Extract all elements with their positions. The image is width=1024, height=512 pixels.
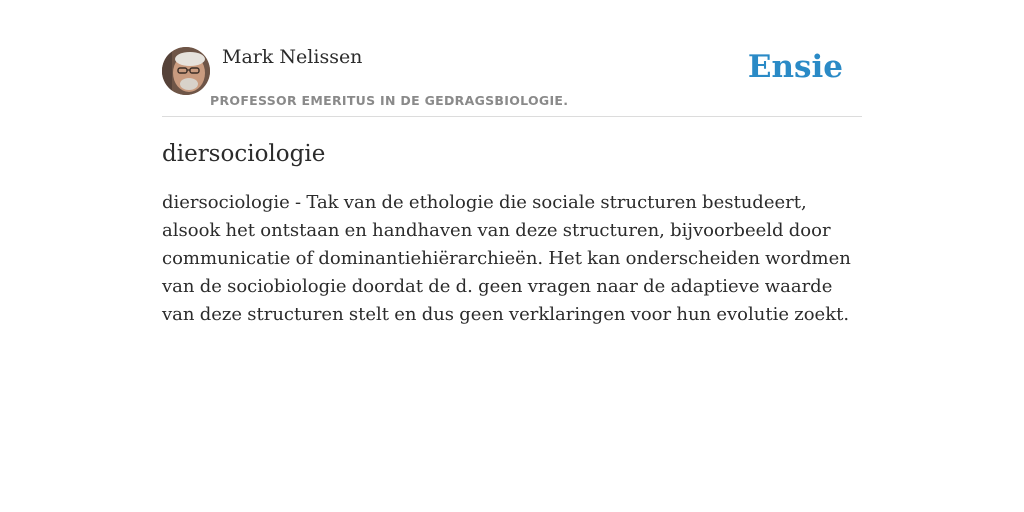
term-title: diersociologie — [162, 141, 326, 167]
author-title: PROFESSOR EMERITUS IN DE GEDRAGSBIOLOGIE. — [210, 93, 569, 108]
author-name[interactable]: Mark Nelissen — [222, 46, 363, 68]
term-definition: diersociologie - Tak van de ethologie die sociale structuren bestudeert, alsook het ontstaan en handhaven van deze structuren, bijvoorbeeld door communicatie of dominantiehiërarchieën. Het kan onderscheiden wordmen van de sociobiologie doordat de d. geen vragen naar de adaptieve waarde van deze structuren stelt en dus geen verklaringen voor hun evolutie zoekt. — [162, 192, 851, 325]
author-avatar[interactable] — [162, 47, 210, 95]
author-photo-icon — [162, 47, 210, 95]
entry-card — [162, 40, 862, 329]
author-header — [162, 40, 862, 117]
ensie-logo[interactable]: Ensie — [747, 49, 843, 85]
